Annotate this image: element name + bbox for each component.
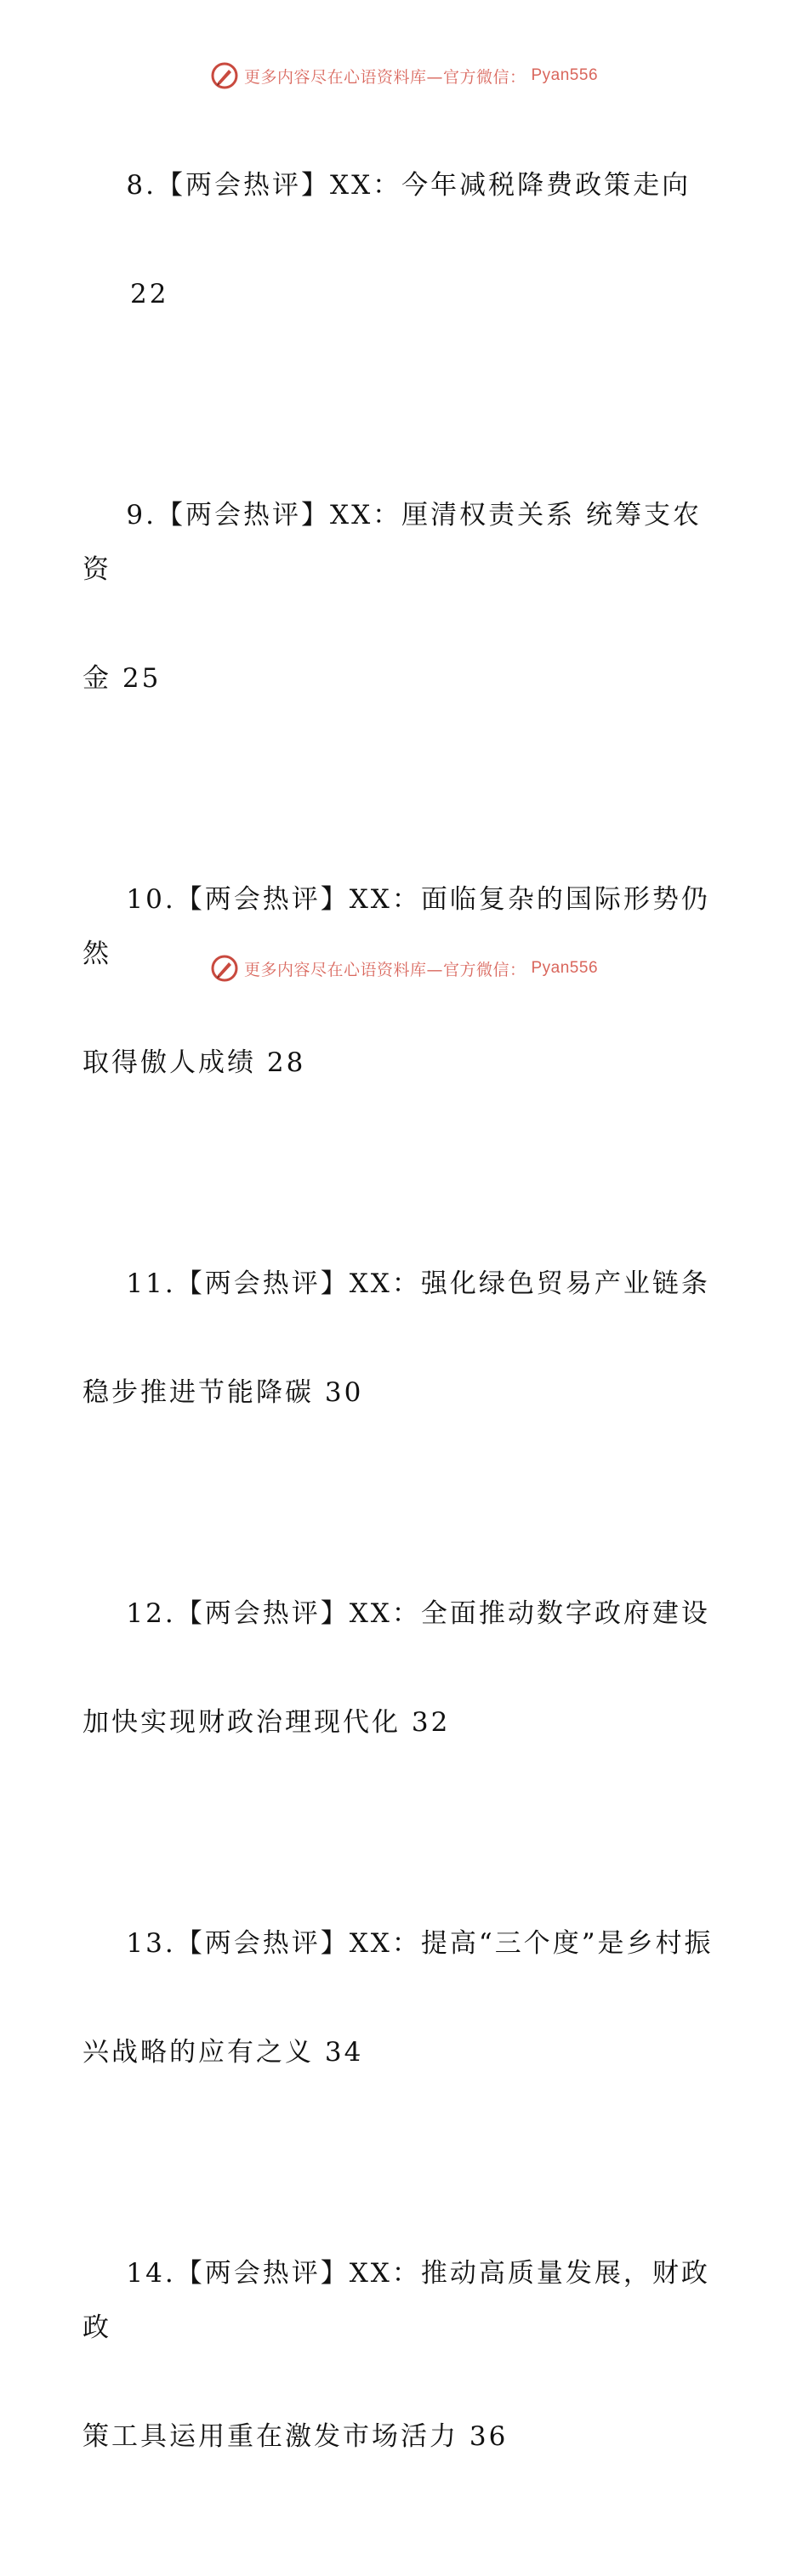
watermark-text: 更多内容尽在心语资料库—官方微信： — [243, 67, 526, 87]
toc-entry-text: 9.【两会热评】XX：厘清权责关系 统筹支农资 — [83, 500, 702, 585]
toc-entry-continuation: 稳步推进节能降碳 30 — [83, 1377, 364, 1408]
toc-entry-10 — [83, 818, 729, 1199]
toc-entry-continuation: 策工具运用重在激发市场活力 36 — [83, 2421, 509, 2452]
toc-entry-continuation: 金 25 — [83, 663, 162, 694]
toc-entry-page: 22 — [130, 279, 169, 309]
toc-entry-text: 11.【两会热评】XX：强化绿色贸易产业链条 — [126, 1268, 710, 1299]
toc-entry-continuation: 加快实现财政治理现代化 32 — [83, 1707, 451, 1738]
toc-entry-text: 12.【两会热评】XX：全面推动数字政府建设 — [126, 1598, 710, 1629]
toc-entry-11 — [83, 1202, 729, 1529]
watermark-text: 更多内容尽在心语资料库—官方微信： — [243, 960, 526, 979]
pen-circle-logo-icon — [210, 954, 239, 983]
header-watermark — [0, 61, 808, 90]
pen-circle-logo-icon — [210, 61, 239, 90]
toc-entry-13 — [83, 1862, 729, 2188]
toc-entry-text: 14.【两会热评】XX：推动高质量发展，财政政 — [83, 2258, 710, 2343]
toc-entry-continuation: 取得傲人成绩 28 — [83, 1047, 306, 1078]
toc-entry-9 — [83, 434, 729, 814]
watermark-wechat-id: Pyan556 — [531, 959, 599, 977]
toc-entry-text: 10.【两会热评】XX：面临复杂的国际形势仍然 — [83, 884, 710, 969]
toc-entry-8 — [83, 104, 729, 430]
table-of-contents — [83, 104, 729, 2576]
footer-watermark — [0, 954, 808, 983]
toc-entry-text: 13.【两会热评】XX：提高“三个度”是乡村振 — [126, 1928, 714, 1959]
watermark-wechat-id: Pyan556 — [531, 66, 599, 84]
toc-entry-continuation: 兴战略的应有之义 34 — [83, 2037, 364, 2068]
toc-entry-12 — [83, 1532, 729, 1858]
toc-entry-text: 8.【两会热评】XX：今年减税降费政策走向 — [126, 170, 691, 201]
toc-entry-14 — [83, 2192, 729, 2573]
